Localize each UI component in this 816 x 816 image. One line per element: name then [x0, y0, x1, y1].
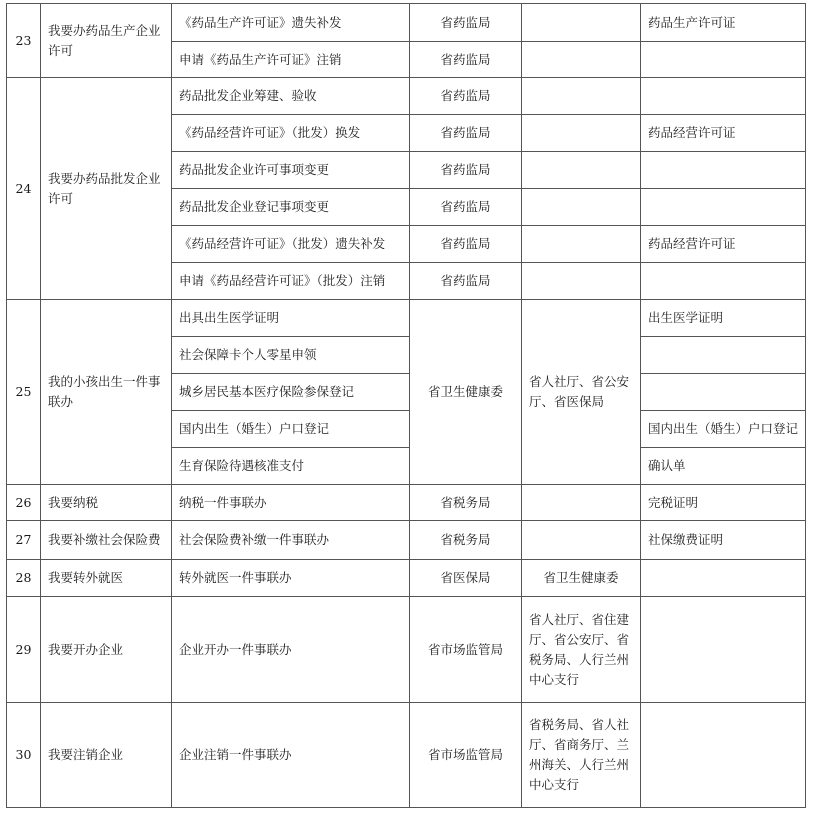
row-number: 28 [7, 560, 41, 597]
dept-cell: 省药监局 [410, 263, 522, 300]
matter-cell: 转外就医一件事联办 [172, 560, 410, 597]
matter-cell: 《药品经营许可证》（批发）换发 [172, 115, 410, 152]
matter-cell: 药品批发企业筹建、验收 [172, 78, 410, 115]
dept-cell: 省税务局 [410, 485, 522, 521]
cert-cell: 药品生产许可证 [641, 4, 806, 42]
table-row [7, 703, 806, 808]
coop-cell [522, 152, 641, 189]
cert-cell: 药品经营许可证 [641, 226, 806, 263]
matter-cell: 社会保险费补缴一件事联办 [172, 521, 410, 560]
dept-cell: 省医保局 [410, 560, 522, 597]
matter-cell: 城乡居民基本医疗保险参保登记 [172, 374, 410, 411]
cert-cell [641, 560, 806, 597]
coop-cell [522, 226, 641, 263]
service-title: 我要注销企业 [41, 703, 172, 808]
coop-cell [522, 78, 641, 115]
coop-cell [522, 189, 641, 226]
row-number: 27 [7, 521, 41, 560]
coop-cell: 省卫生健康委 [522, 560, 641, 597]
matter-cell: 药品批发企业许可事项变更 [172, 152, 410, 189]
coop-cell [522, 42, 641, 78]
table-row [7, 485, 806, 521]
dept-cell: 省药监局 [410, 78, 522, 115]
service-title: 我要纳税 [41, 485, 172, 521]
table-row [7, 4, 806, 42]
coop-cell [522, 521, 641, 560]
cert-cell [641, 374, 806, 411]
dept-cell: 省卫生健康委 [410, 300, 522, 485]
dept-cell: 省药监局 [410, 189, 522, 226]
coop-cell [522, 485, 641, 521]
dept-cell: 省药监局 [410, 115, 522, 152]
dept-cell: 省市场监管局 [410, 703, 522, 808]
row-number: 24 [7, 78, 41, 300]
cert-cell: 出生医学证明 [641, 300, 806, 337]
service-title: 我要转外就医 [41, 560, 172, 597]
coop-cell: 省人社厅、省公安厅、省医保局 [522, 300, 641, 485]
service-title: 我要办药品生产企业许可 [41, 4, 172, 78]
cert-cell: 社保缴费证明 [641, 521, 806, 560]
cert-cell [641, 703, 806, 808]
matter-cell: 生育保险待遇核准支付 [172, 448, 410, 485]
service-table [6, 3, 806, 808]
cert-cell [641, 152, 806, 189]
table-row [7, 78, 806, 115]
matter-cell: 《药品经营许可证》（批发）遗失补发 [172, 226, 410, 263]
table-row [7, 521, 806, 560]
matter-cell: 企业开办一件事联办 [172, 597, 410, 703]
table-row [7, 597, 806, 703]
coop-cell: 省税务局、省人社厅、省商务厅、兰州海关、人行兰州中心支行 [522, 703, 641, 808]
matter-cell: 国内出生（婚生）户口登记 [172, 411, 410, 448]
dept-cell: 省市场监管局 [410, 597, 522, 703]
table-row [7, 300, 806, 337]
coop-cell [522, 115, 641, 152]
matter-cell: 《药品生产许可证》遗失补发 [172, 4, 410, 42]
table-row [7, 560, 806, 597]
service-title: 我的小孩出生一件事联办 [41, 300, 172, 485]
coop-cell: 省人社厅、省住建厅、省公安厅、省税务局、人行兰州中心支行 [522, 597, 641, 703]
coop-cell [522, 263, 641, 300]
dept-cell: 省药监局 [410, 226, 522, 263]
row-number: 30 [7, 703, 41, 808]
matter-cell: 纳税一件事联办 [172, 485, 410, 521]
matter-cell: 药品批发企业登记事项变更 [172, 189, 410, 226]
cert-cell: 确认单 [641, 448, 806, 485]
cert-cell [641, 263, 806, 300]
matter-cell: 申请《药品经营许可证》（批发）注销 [172, 263, 410, 300]
cert-cell: 药品经营许可证 [641, 115, 806, 152]
cert-cell [641, 189, 806, 226]
cert-cell [641, 78, 806, 115]
service-title: 我要开办企业 [41, 597, 172, 703]
matter-cell: 出具出生医学证明 [172, 300, 410, 337]
row-number: 29 [7, 597, 41, 703]
service-title: 我要补缴社会保险费 [41, 521, 172, 560]
dept-cell: 省药监局 [410, 152, 522, 189]
matter-cell: 社会保障卡个人零星申领 [172, 337, 410, 374]
matter-cell: 企业注销一件事联办 [172, 703, 410, 808]
cert-cell [641, 337, 806, 374]
row-number: 23 [7, 4, 41, 78]
dept-cell: 省药监局 [410, 42, 522, 78]
row-number: 26 [7, 485, 41, 521]
dept-cell: 省税务局 [410, 521, 522, 560]
cert-cell [641, 42, 806, 78]
cert-cell: 完税证明 [641, 485, 806, 521]
dept-cell: 省药监局 [410, 4, 522, 42]
cert-cell: 国内出生（婚生）户口登记 [641, 411, 806, 448]
row-number: 25 [7, 300, 41, 485]
matter-cell: 申请《药品生产许可证》注销 [172, 42, 410, 78]
service-title: 我要办药品批发企业许可 [41, 78, 172, 300]
cert-cell [641, 597, 806, 703]
coop-cell [522, 4, 641, 42]
